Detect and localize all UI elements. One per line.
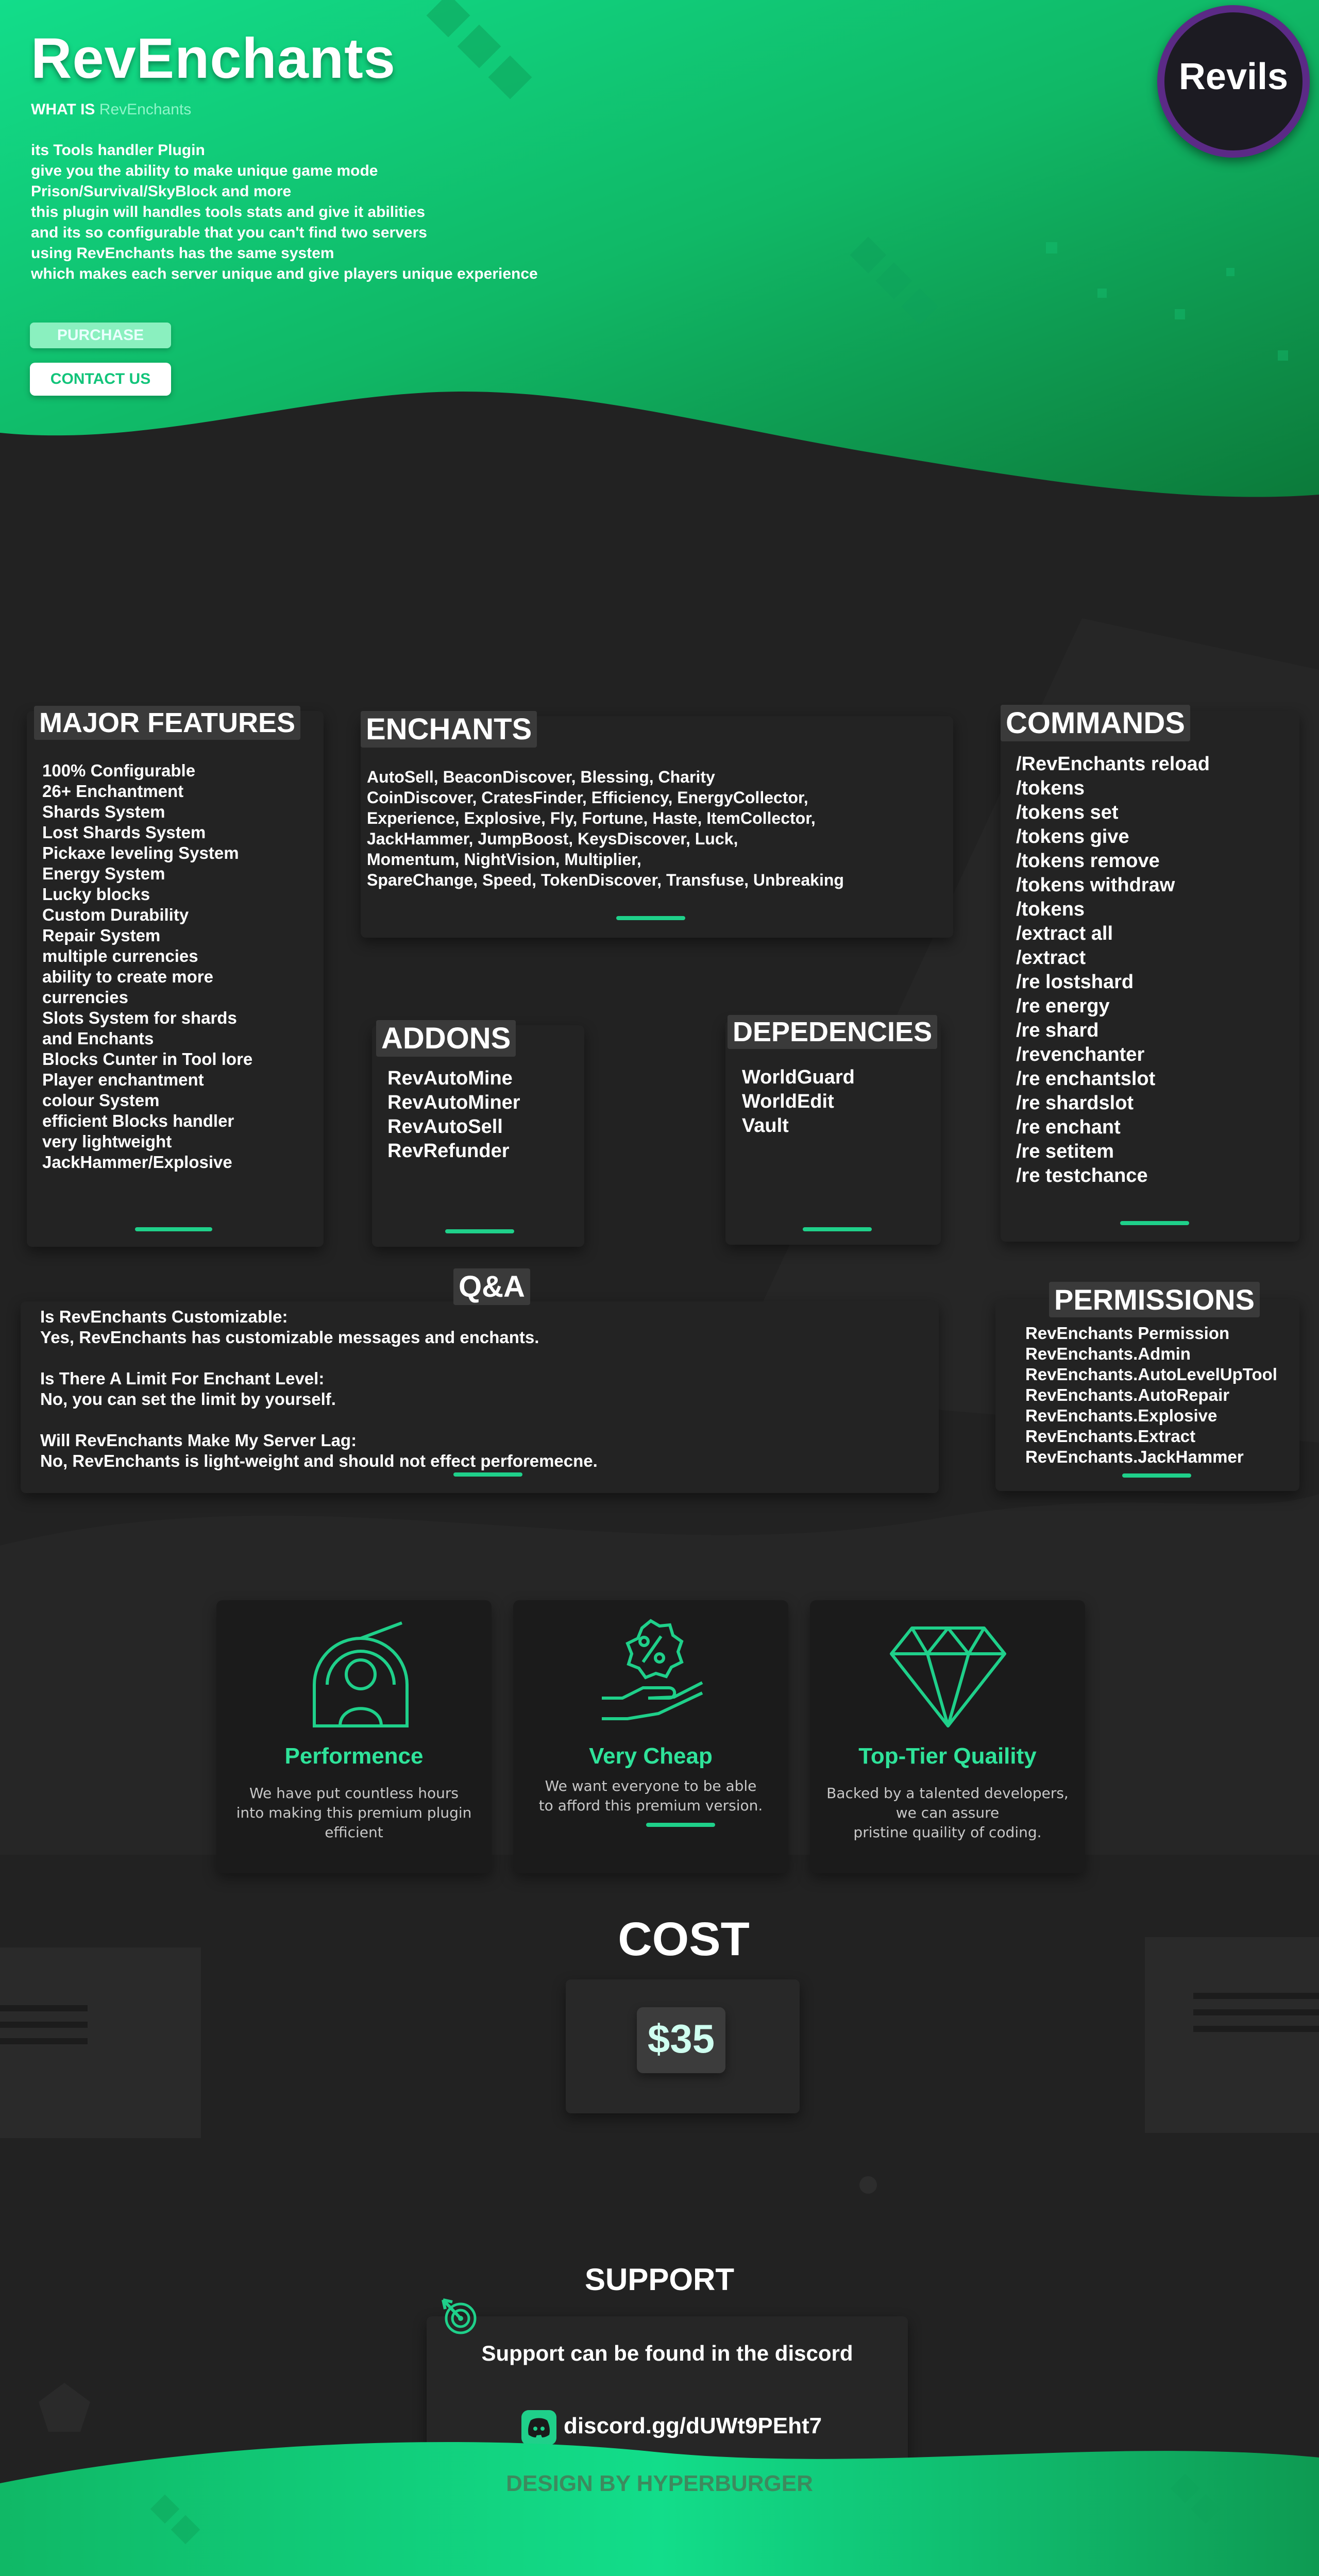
list-item: efficient Blocks handler <box>42 1111 234 1130</box>
permission-item: RevEnchants.Explosive <box>1025 1406 1217 1425</box>
purchase-button[interactable]: PURCHASE <box>30 323 171 348</box>
hero-desc-line: this plugin will handles tools stats and give it abilities <box>31 204 426 221</box>
what-is-heading <box>31 101 191 118</box>
command-item: /tokens set <box>1016 802 1119 823</box>
command-item: /extract all <box>1016 923 1113 944</box>
what-is-name: RevEnchants <box>99 101 192 118</box>
decorative-line <box>1193 1993 1319 1999</box>
cheap-title: Very Cheap <box>589 1743 713 1769</box>
list-item: RevAutoMine <box>387 1067 513 1089</box>
contact-us-button[interactable]: CONTACT US <box>30 363 171 396</box>
qa-underline <box>453 1472 522 1477</box>
dependencies-list <box>742 1065 855 1138</box>
permission-item: RevEnchants.AutoRepair <box>1025 1385 1230 1404</box>
dependencies-title: DEPEDENCIES <box>728 1015 937 1049</box>
list-item: 100% Configurable <box>42 761 196 780</box>
discount-hand-icon <box>591 1611 710 1729</box>
permissions-underline <box>1122 1473 1191 1478</box>
list-item: colour System <box>42 1091 160 1110</box>
list-item: currencies <box>42 988 128 1007</box>
addons-title: ADDONS <box>376 1020 516 1057</box>
list-item: and Enchants <box>42 1029 154 1048</box>
major-features-list <box>42 760 252 1173</box>
hero-desc-line: Prison/Survival/SkyBlock and more <box>31 183 292 200</box>
command-item: /re energy <box>1016 995 1110 1017</box>
quality-desc-line: we can assure <box>895 1804 1000 1821</box>
command-item: /tokens give <box>1016 826 1129 848</box>
major-features-underline <box>135 1227 212 1231</box>
footer-credit: DESIGN BY HYPERBURGER <box>506 2471 813 2496</box>
list-item: Lost Shards System <box>42 823 206 842</box>
list-item: WorldGuard <box>742 1066 855 1088</box>
performance-title: Performence <box>284 1743 424 1769</box>
list-item: Vault <box>742 1115 789 1137</box>
what-is-prefix: WHAT IS <box>31 101 95 118</box>
list-item: WorldEdit <box>742 1091 834 1112</box>
addons-underline <box>445 1229 514 1233</box>
command-item: /revenchanter <box>1016 1044 1145 1065</box>
decorative-line <box>1193 2026 1319 2032</box>
command-item: /re enchant <box>1016 1116 1121 1138</box>
qa-list <box>40 1307 598 1471</box>
qa-line: No, you can set the limit by yourself. <box>40 1389 336 1409</box>
permission-item: RevEnchants.Extract <box>1025 1427 1196 1446</box>
hero-desc-line: using RevEnchants has the same system <box>31 245 334 262</box>
cheap-desc-line: to afford this premium version. <box>538 1797 763 1814</box>
major-features-title: MAJOR FEATURES <box>34 706 300 740</box>
command-item: /re shard <box>1016 1020 1099 1041</box>
permissions-list <box>1025 1323 1277 1467</box>
qa-line: Is There A Limit For Enchant Level: <box>40 1369 325 1388</box>
quality-title: Top-Tier Quaility <box>858 1743 1037 1769</box>
hero-desc-line: its Tools handler Plugin <box>31 142 205 159</box>
command-item: /re enchantslot <box>1016 1068 1156 1090</box>
qa-spacer <box>40 1410 598 1430</box>
decorative-line <box>0 2022 88 2028</box>
commands-list <box>1016 752 1210 1188</box>
decorative-line <box>0 2038 88 2044</box>
qa-line: Will RevEnchants Make My Server Lag: <box>40 1431 357 1450</box>
cheap-desc-line: We want everyone to be able <box>545 1777 757 1794</box>
performance-desc <box>216 1784 492 1842</box>
list-item: RevAutoMiner <box>387 1092 520 1113</box>
enchants-list <box>367 767 844 890</box>
performance-desc-line: efficient <box>325 1824 383 1841</box>
cheap-desc <box>513 1776 788 1816</box>
qa-line: Is RevEnchants Customizable: <box>40 1307 288 1326</box>
list-item: Lucky blocks <box>42 885 150 904</box>
support-title: SUPPORT <box>584 2262 735 2297</box>
list-item: Custom Durability <box>42 905 189 924</box>
list-item: Slots System for shards <box>42 1008 237 1027</box>
permission-item: RevEnchants.JackHammer <box>1025 1447 1244 1466</box>
hero-description <box>31 140 538 284</box>
enchants-line: Momentum, NightVision, Multiplier, <box>367 850 641 869</box>
command-item: /tokens remove <box>1016 850 1160 872</box>
qa-title: Q&A <box>453 1268 530 1305</box>
list-item: ability to create more <box>42 967 213 986</box>
decorative-line <box>1193 2009 1319 2015</box>
commands-title: COMMANDS <box>1001 705 1190 741</box>
list-item: 26+ Enchantment <box>42 782 184 801</box>
command-item: /RevEnchants reload <box>1016 753 1210 775</box>
list-item: Player enchantment <box>42 1070 204 1089</box>
addons-list <box>387 1066 520 1163</box>
list-item: Repair System <box>42 926 161 945</box>
hero-title: RevEnchants <box>31 27 396 90</box>
dependencies-underline <box>803 1227 872 1231</box>
quality-desc <box>810 1784 1085 1842</box>
decorative-line <box>0 2005 88 2011</box>
decorative-dot <box>859 2176 877 2194</box>
list-item: RevAutoSell <box>387 1116 503 1138</box>
quality-desc-line: Backed by a talented developers, <box>826 1785 1069 1802</box>
list-item: RevRefunder <box>387 1140 510 1162</box>
command-item: /re setitem <box>1016 1141 1114 1162</box>
enchants-underline <box>616 916 685 920</box>
cost-title: COST <box>618 1913 750 1965</box>
performance-desc-line: We have put countless hours <box>249 1785 459 1802</box>
hero-desc-line: give you the ability to make unique game mode <box>31 162 378 179</box>
qa-line: Yes, RevEnchants has customizable messages and enchants. <box>40 1328 539 1347</box>
list-item: Shards System <box>42 802 165 821</box>
performance-gauge-icon <box>299 1607 422 1731</box>
quality-desc-line: pristine quaility of coding. <box>853 1824 1042 1841</box>
enchants-title: ENCHANTS <box>361 711 537 748</box>
command-item: /tokens <box>1016 899 1085 920</box>
permission-item: RevEnchants.Admin <box>1025 1344 1191 1363</box>
list-item: JackHammer/Explosive <box>42 1153 232 1172</box>
command-item: /tokens withdraw <box>1016 874 1175 896</box>
support-text: Support can be found in the discord <box>481 2341 853 2365</box>
target-icon <box>438 2296 479 2337</box>
discord-link[interactable]: discord.gg/dUWt9PEht7 <box>564 2413 822 2438</box>
enchants-line: CoinDiscover, CratesFinder, Efficiency, EnergyCollector, <box>367 788 808 807</box>
permission-item: RevEnchants Permission <box>1025 1324 1230 1343</box>
hero-desc-line: which makes each server unique and give players unique experience <box>31 265 538 282</box>
command-item: /re testchance <box>1016 1165 1148 1187</box>
enchants-line: AutoSell, BeaconDiscover, Blessing, Charity <box>367 768 715 786</box>
list-item: Pickaxe leveling System <box>42 843 239 862</box>
enchants-line: JackHammer, JumpBoost, KeysDiscover, Luck, <box>367 829 738 848</box>
list-item: Energy System <box>42 864 165 883</box>
command-item: /tokens <box>1016 777 1085 799</box>
commands-underline <box>1120 1221 1189 1225</box>
revils-logo-text: Revils <box>1178 56 1289 97</box>
qa-spacer <box>40 1348 598 1368</box>
permissions-title: PERMISSIONS <box>1049 1282 1260 1317</box>
list-item: multiple currencies <box>42 946 198 965</box>
list-item: Blocks Cunter in Tool lore <box>42 1049 253 1069</box>
footer-wave <box>0 2421 1319 2576</box>
hero-desc-line: and its so configurable that you can't find two servers <box>31 224 427 241</box>
cheap-underline <box>646 1823 715 1827</box>
command-item: /extract <box>1016 947 1086 969</box>
command-item: /re lostshard <box>1016 971 1134 993</box>
permission-item: RevEnchants.AutoLevelUpTool <box>1025 1365 1277 1384</box>
performance-desc-line: into making this premium plugin <box>236 1804 472 1821</box>
enchants-line: Experience, Explosive, Fly, Fortune, Haste, ItemCollector, <box>367 809 816 827</box>
enchants-line: SpareChange, Speed, TokenDiscover, Transfuse, Unbreaking <box>367 871 844 889</box>
list-item: very lightweight <box>42 1132 172 1151</box>
diamond-icon <box>886 1623 1010 1731</box>
qa-line: No, RevEnchants is light-weight and should not effect perforemecne. <box>40 1451 598 1470</box>
command-item: /re shardslot <box>1016 1092 1134 1114</box>
price-value: $35 <box>647 2016 715 2061</box>
decorative-block-right <box>1145 1937 1319 2133</box>
